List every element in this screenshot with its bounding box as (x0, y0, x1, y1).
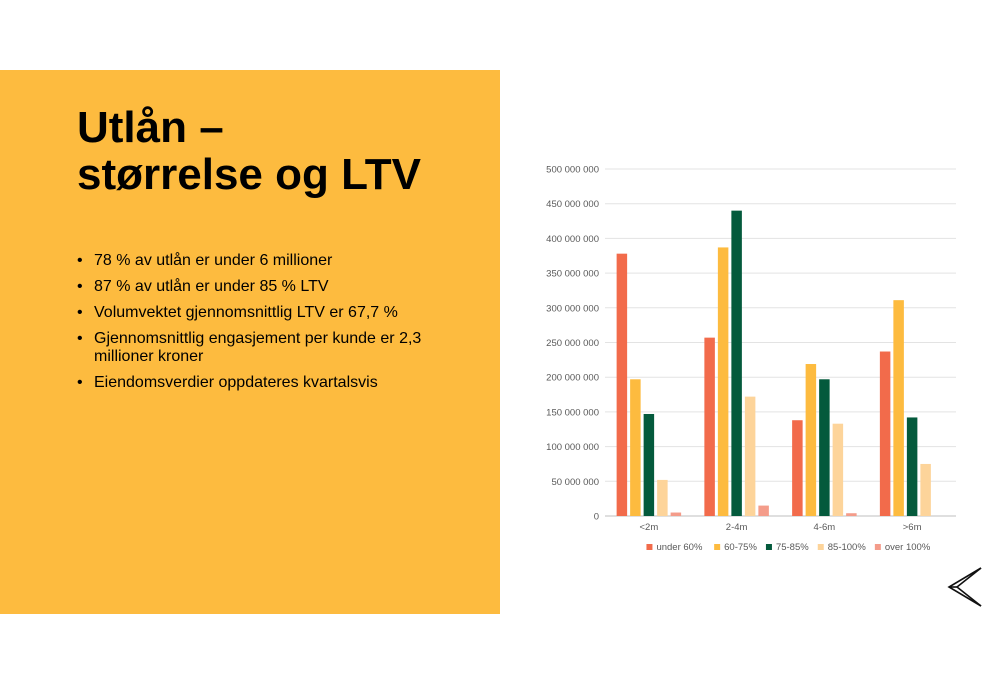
bar-over-100- (671, 513, 682, 516)
legend-swatch (766, 544, 772, 550)
bar-60-75- (893, 300, 904, 516)
loan-size-ltv-chart (530, 155, 970, 565)
bar-85-100- (657, 480, 668, 516)
bar-under-60- (617, 254, 628, 516)
slide-title-line-2: størrelse og LTV (77, 150, 421, 199)
chevron-logo-icon (946, 566, 984, 608)
bar-under-60- (704, 338, 715, 516)
bar-75-85- (819, 379, 830, 516)
bar-over-100- (846, 513, 857, 516)
y-tick-label: 500 000 000 (546, 164, 599, 176)
y-tick-label: 50 000 000 (551, 476, 599, 488)
bullet-item: • 87 % av utlån er under 85 % LTV (77, 278, 477, 296)
bar-under-60- (880, 352, 891, 516)
bar-85-100- (833, 424, 844, 516)
legend-label: over 100% (884, 542, 931, 553)
bar-75-85- (907, 417, 918, 516)
y-tick-label: 400 000 000 (546, 233, 599, 245)
legend-swatch (646, 544, 652, 550)
bullet-item: • Eiendomsverdier oppdateres kvartalsvis (77, 374, 477, 392)
legend-label: under 60% (656, 542, 703, 553)
x-tick-label: <2m (639, 522, 659, 533)
legend-swatch (818, 544, 824, 550)
y-tick-label: 450 000 000 (546, 199, 599, 211)
bar-75-85- (644, 414, 655, 516)
bar-60-75- (718, 247, 729, 516)
bullet-list (77, 252, 477, 400)
y-tick-label: 150 000 000 (546, 407, 599, 419)
bar-60-75- (630, 379, 641, 516)
legend-label: 85-100% (827, 542, 866, 553)
y-tick-label: 300 000 000 (546, 303, 599, 315)
y-tick-label: 0 (593, 511, 599, 523)
bullet-item: • Gjennomsnittlig engasjement per kunde er 2,3 millioner kroner (77, 330, 477, 366)
slide-title (77, 104, 421, 198)
bar-60-75- (806, 364, 817, 516)
y-tick-label: 100 000 000 (546, 442, 599, 454)
bullet-item: • Volumvektet gjennomsnittlig LTV er 67,7 % (77, 304, 477, 322)
legend-label: 75-85% (775, 542, 809, 553)
y-tick-label: 350 000 000 (546, 268, 599, 280)
legend-swatch (714, 544, 720, 550)
bar-85-100- (745, 397, 756, 516)
bar-over-100- (758, 506, 769, 516)
x-tick-label: 2-4m (725, 522, 748, 533)
x-tick-label: 4-6m (813, 522, 836, 533)
x-tick-label: >6m (902, 522, 922, 533)
legend-swatch (875, 544, 881, 550)
bar-under-60- (792, 420, 803, 516)
bar-85-100- (920, 464, 931, 516)
y-tick-label: 200 000 000 (546, 372, 599, 384)
legend-label: 60-75% (724, 542, 757, 553)
slide-title-line-1: Utlån – (77, 103, 224, 152)
bullet-item: • 78 % av utlån er under 6 millioner (77, 252, 477, 270)
bar-75-85- (731, 211, 742, 516)
y-tick-label: 250 000 000 (546, 338, 599, 349)
